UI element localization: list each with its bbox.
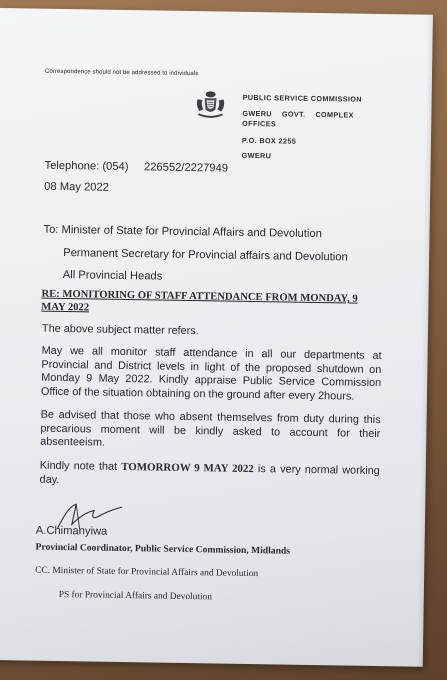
address-city: GWERU [241,150,272,161]
recipient-1: To: Minister of State for Provincial Affairs and Devolution [43,223,322,241]
closing-post: is a very normal working day. [39,463,380,486]
closing-emphasis: TOMORROW 9 MAY 2022 [121,460,254,476]
paragraph-3: Be advised that those who absent themselves from duty during this precarious moment will be kindly asked to account for their absenteeism. [40,408,381,449]
telephone: Telephone: (054) 226552/2227949 [44,159,229,175]
letter-date: 08 May 2022 [44,180,109,194]
address-complex-word: COMPLEX [315,109,354,120]
signer-name: A.Chimanyiwa [35,524,108,538]
po-box: P.O. BOX 2255 [241,135,297,146]
closing-pre: Kindly note that [39,459,122,473]
correspondence-note: Correspondence should not be addressed to individuals [44,68,199,78]
recipient-3: All Provincial Heads [62,269,163,283]
org-name: PUBLIC SERVICE COMMISSION [242,92,362,104]
subject-line: RE: MONITORING OF STAFF ATTENDANCE FROM MONDAY, 9 MAY 2022 [41,288,358,314]
paragraph-2: May we all monitor staff attendance in all our departments at Provincial and District levels in light of the proposed shutdown on Monday 9 May 2022. Kindly appraise Public Service Commission Office of the situation obtaining on the ground after every 2hours. [40,344,382,403]
address-line-1 [242,109,354,120]
coat-of-arms-icon [193,89,227,122]
cc-line-2: PS for Provincial Affairs and Devolution [58,589,213,603]
signer-title: Provincial Coordinator, Public Service Commission, Midlands [35,541,291,557]
address-govt-word: GOVT. [281,109,306,119]
address-line-2: OFFICES [242,118,277,129]
cc-line-1: CC. Minister of State for Provincial Affairs and Devolution [35,565,259,580]
paragraph-1: The above subject matter refers. [41,322,199,338]
closing-paragraph [39,460,379,492]
address-city-word: GWERU [242,108,273,119]
recipient-2: Permanent Secretary for Provincial affairs and Devolution [63,247,348,264]
letter-page [0,8,433,667]
